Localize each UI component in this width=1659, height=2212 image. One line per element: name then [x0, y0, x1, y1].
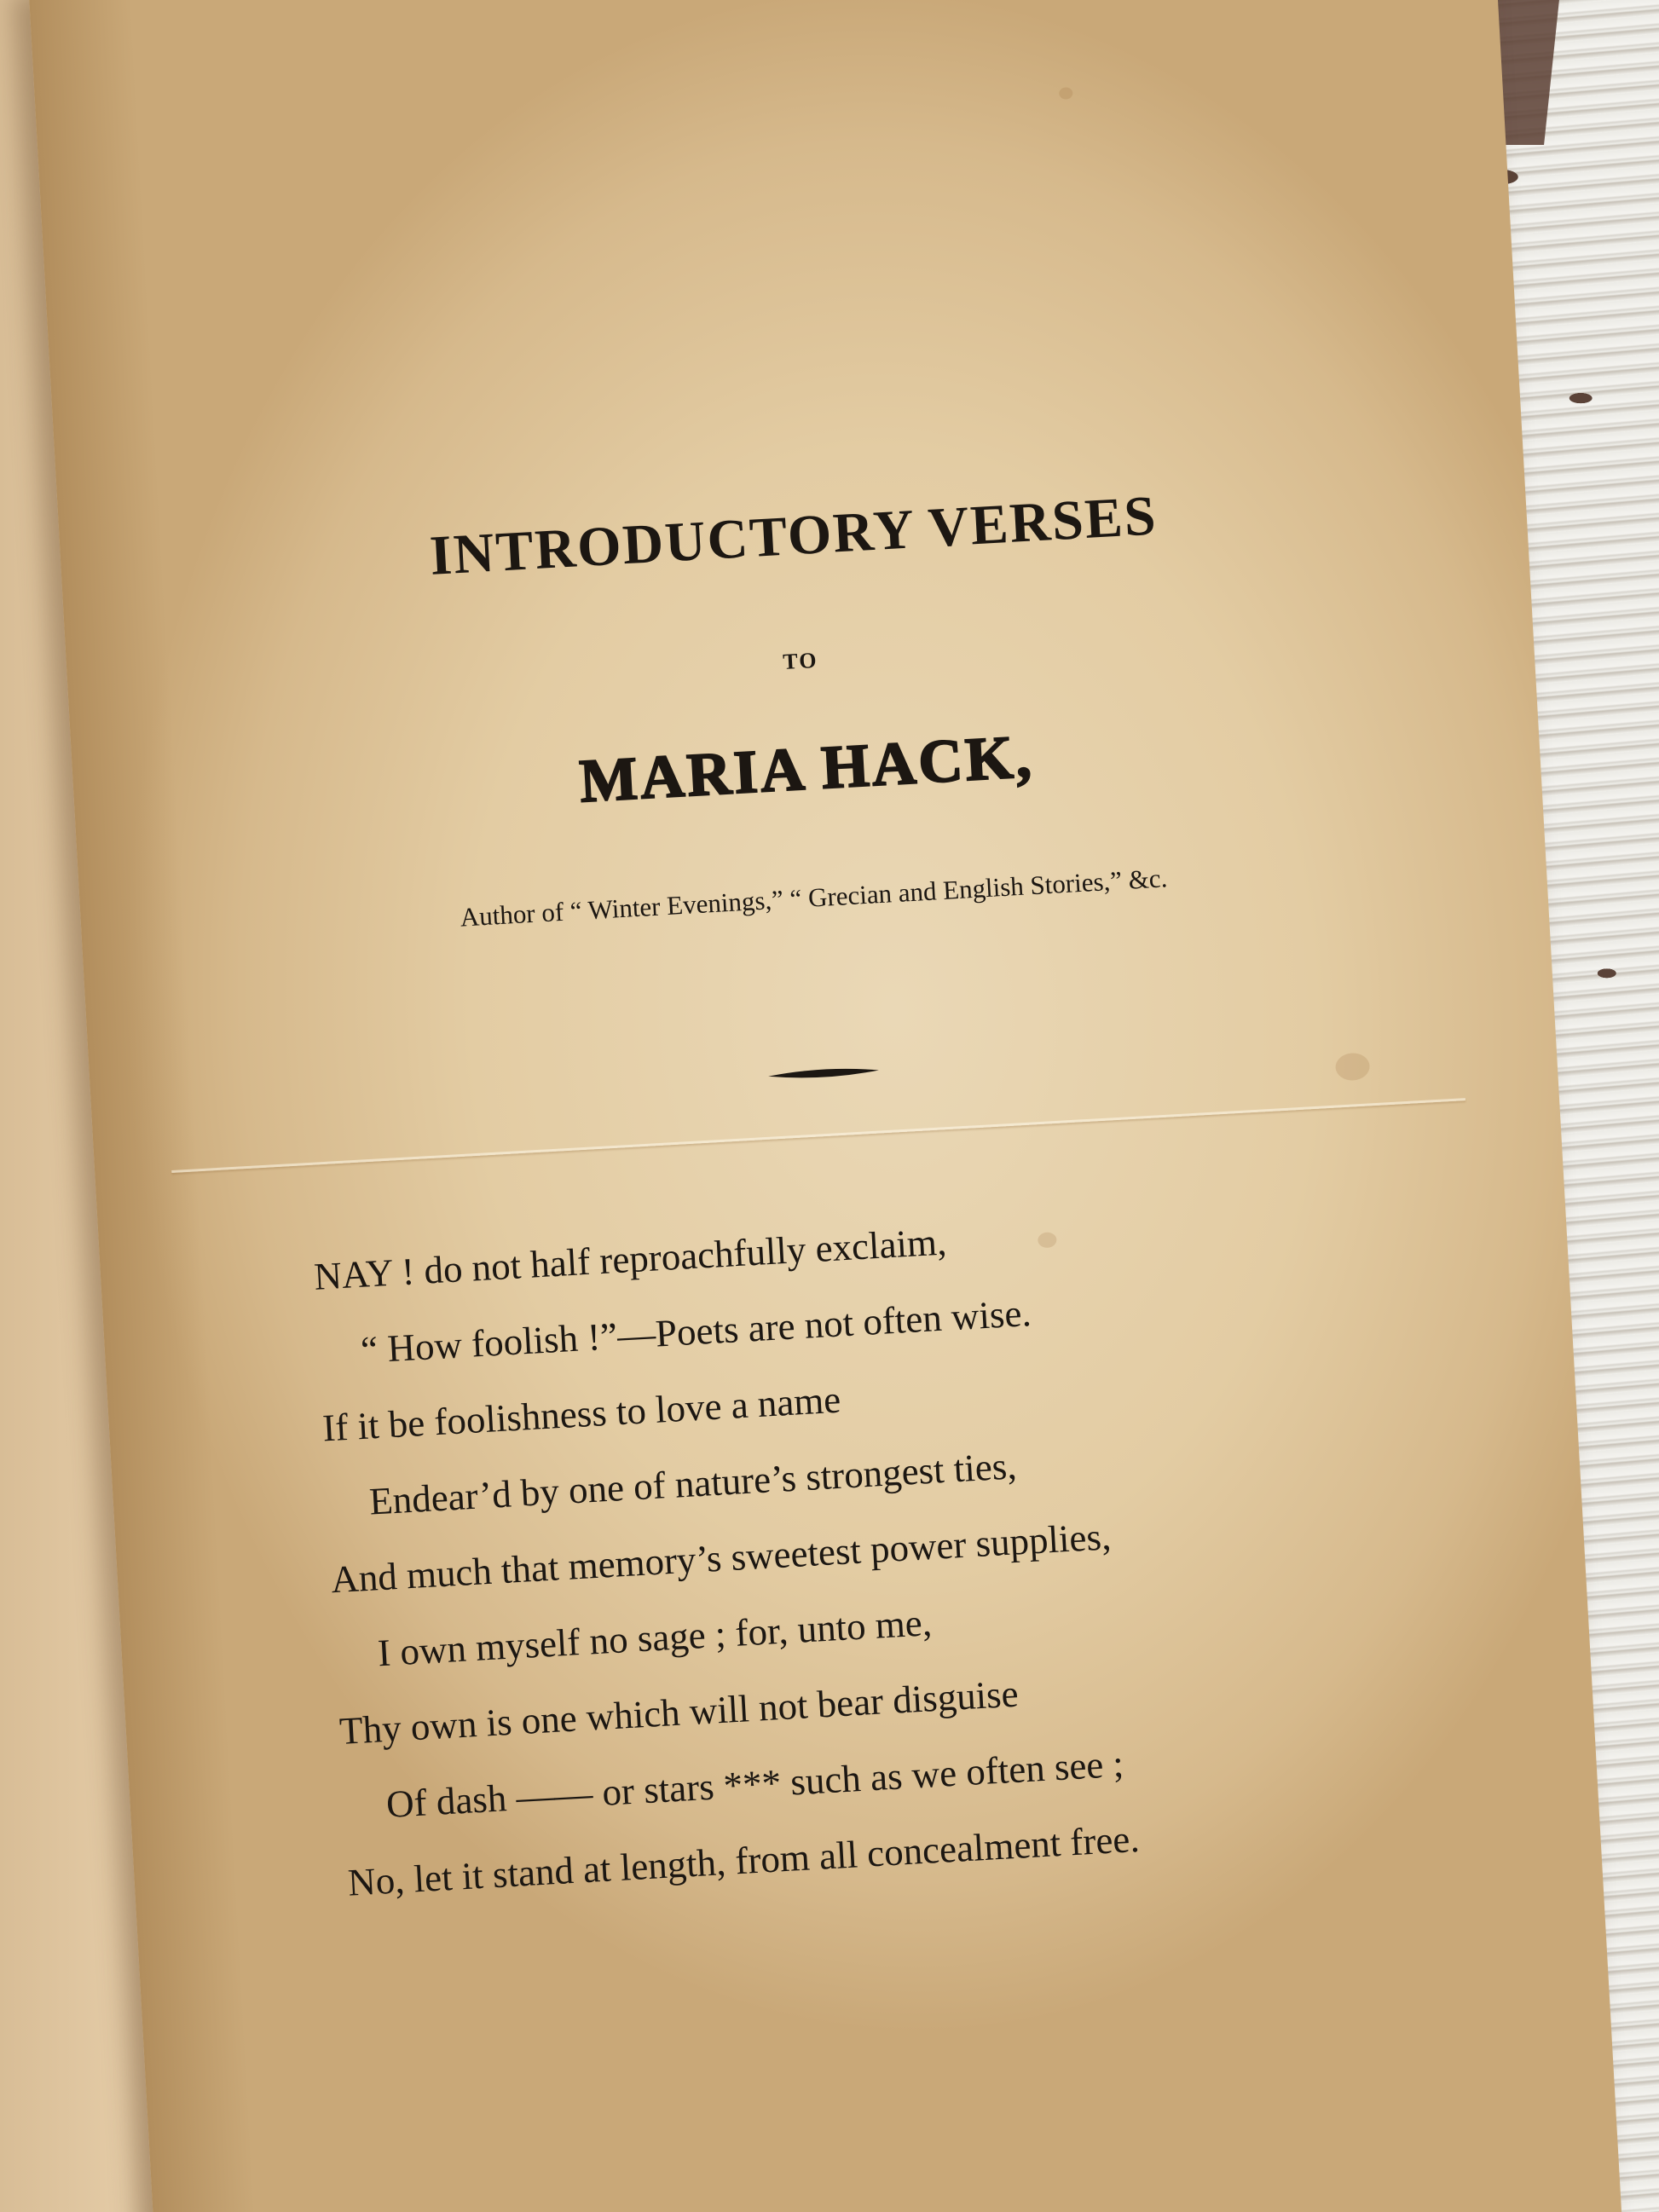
dedicatee-name: MARIA HACK,	[577, 721, 1036, 816]
page-title: INTRODUCTORY VERSES	[428, 484, 1159, 587]
verse-line: And much that memory’s sweetest power supplies,	[329, 1515, 1113, 1602]
verse-line: No, let it stand at length, from all concealment free.	[346, 1816, 1141, 1904]
verse-line: “ How foolish !”—Poets are not often wise.	[359, 1291, 1032, 1372]
verse-line: If it be foolishness to love a name	[321, 1377, 842, 1450]
book-page	[29, 0, 1626, 2212]
verse-line: Thy own is one which will not bear disguise	[338, 1672, 1020, 1753]
paper-stain	[1335, 1052, 1371, 1081]
verse-line: I own myself no sage ; for, unto me,	[376, 1601, 934, 1675]
verse-line: Endear’d by one of nature’s strongest ties,	[367, 1444, 1018, 1523]
verse-line: NAY ! do not half reproachfully exclaim,	[313, 1220, 948, 1298]
ornament-rule-icon	[768, 1064, 880, 1082]
dedication-to: TO	[782, 647, 819, 674]
paper-stain	[1059, 87, 1073, 100]
verse-stanza	[312, 1177, 1457, 1920]
verse-line: Of dash —— or stars *** such as we often see ;	[384, 1741, 1125, 1827]
author-line: Author of “ Winter Evenings,” “ Grecian and English Stories,” &c.	[459, 863, 1169, 933]
page-fold-line	[171, 1098, 1465, 1173]
